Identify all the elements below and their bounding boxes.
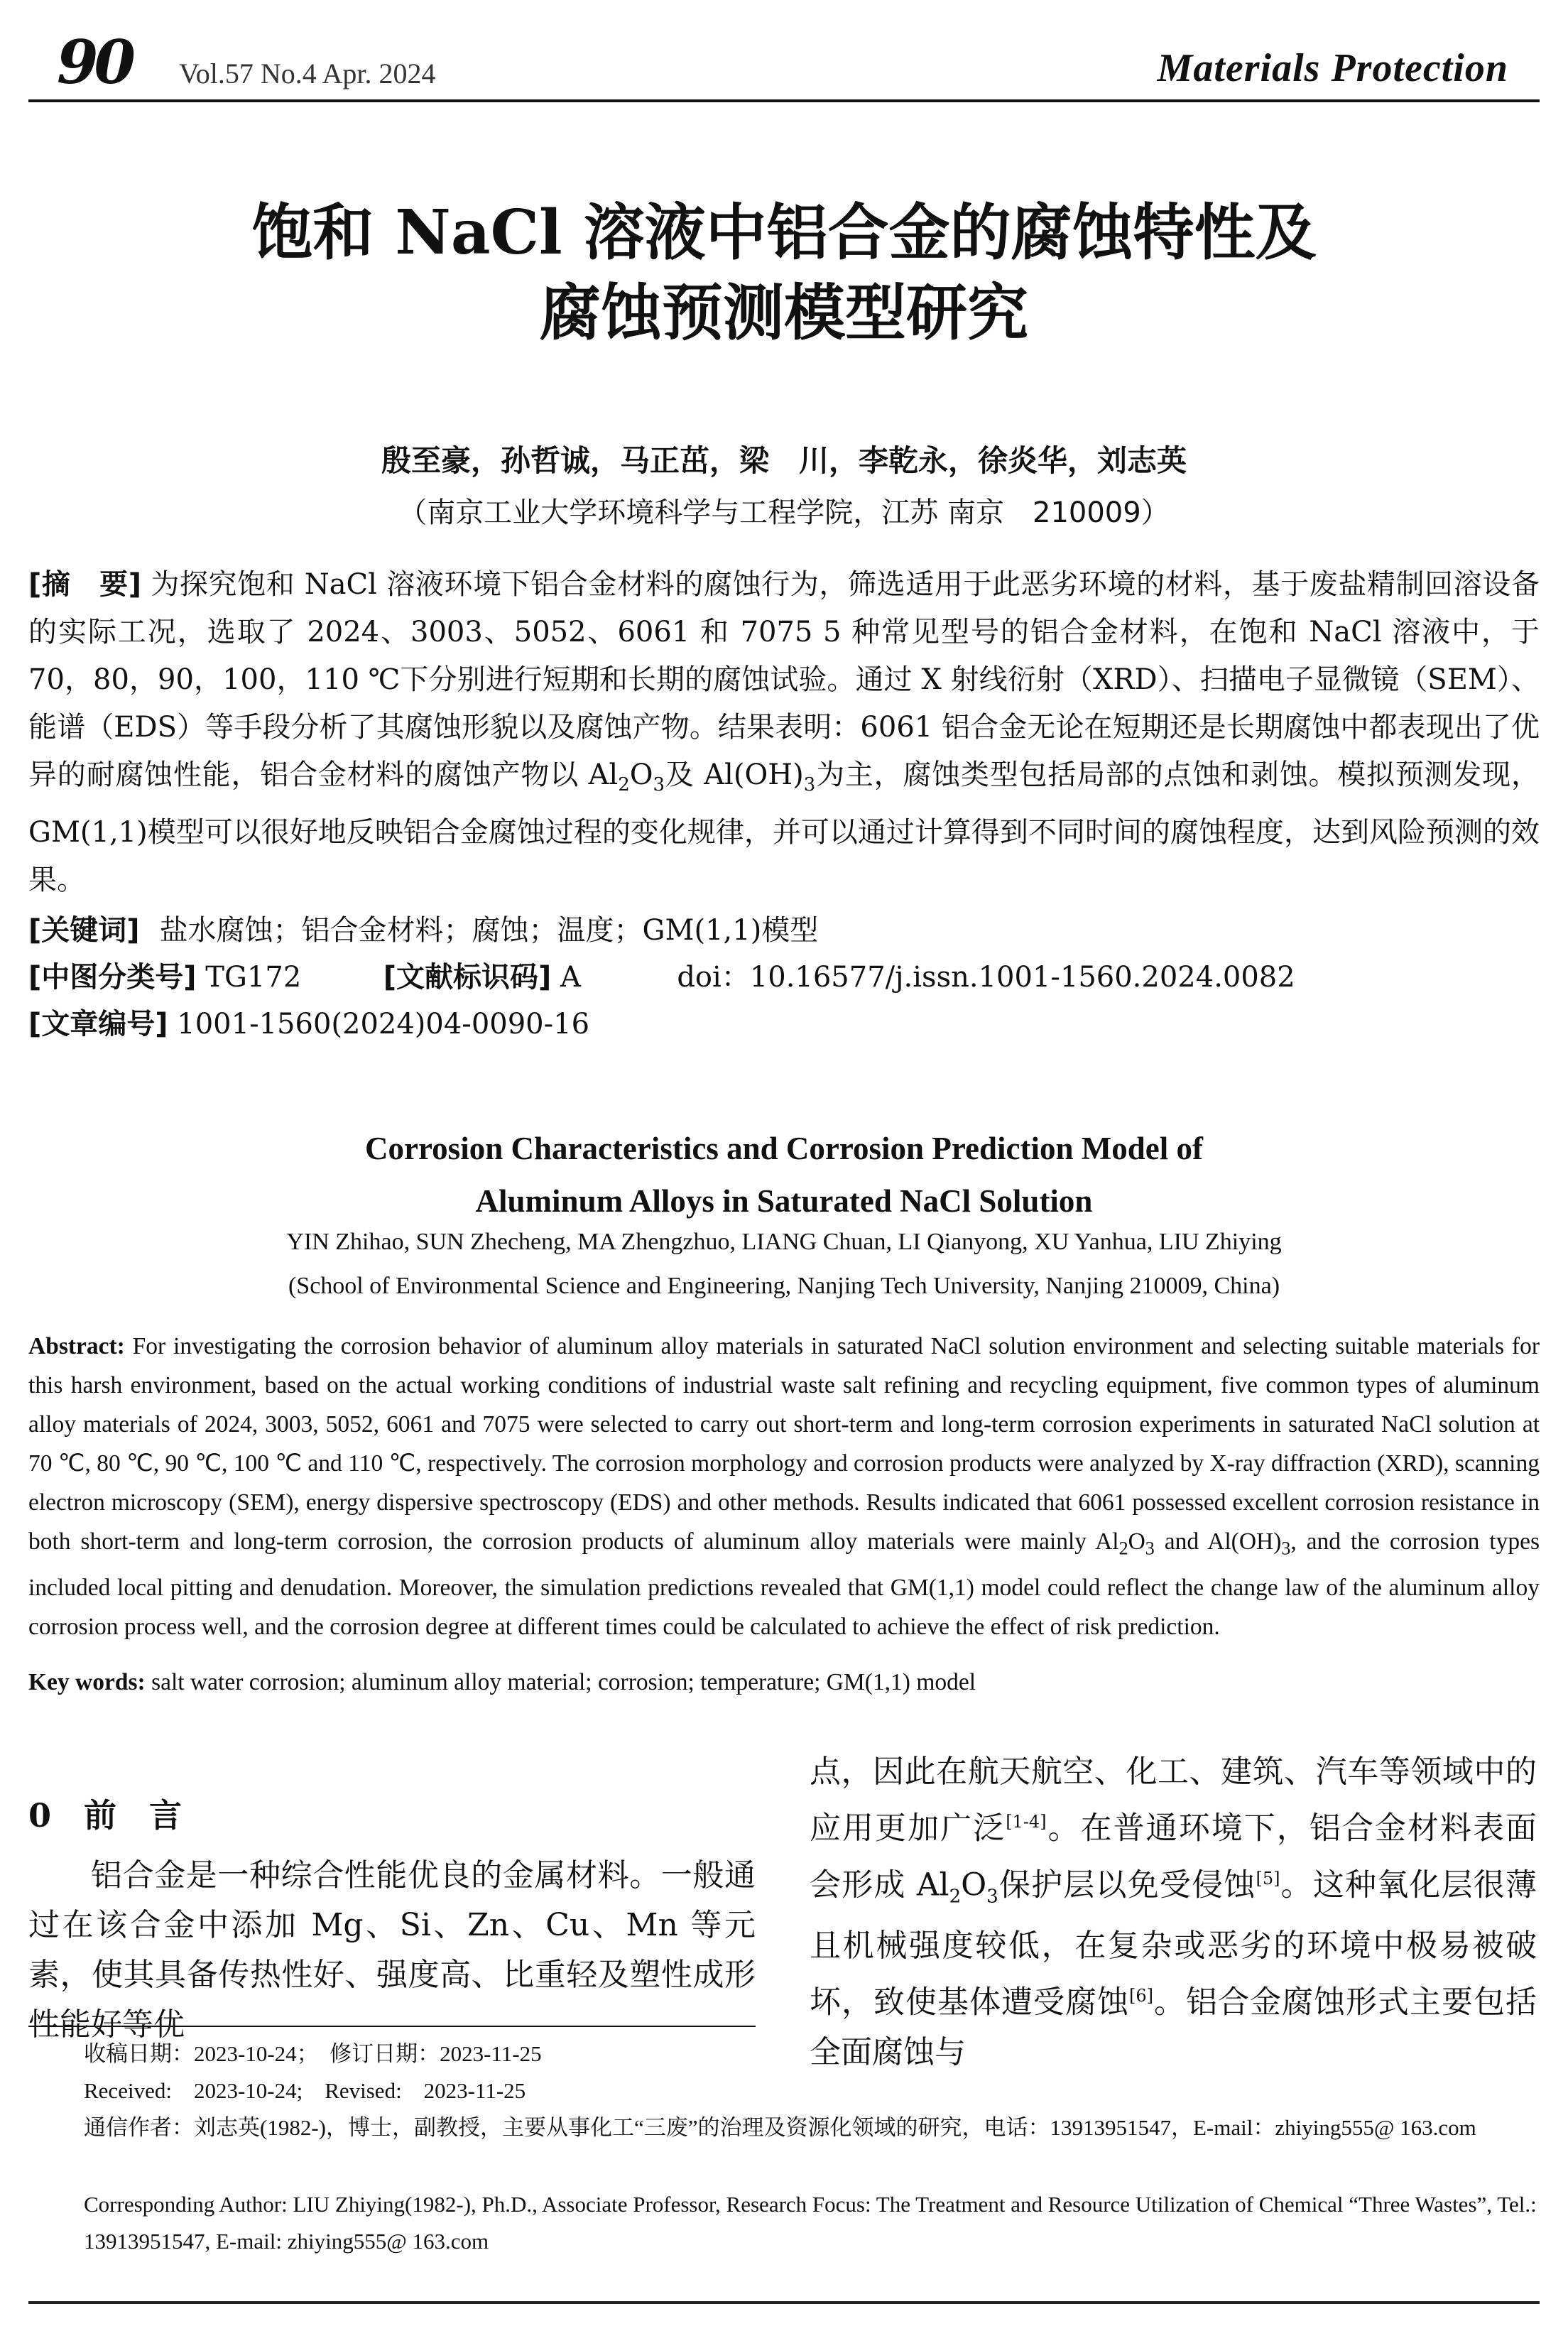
- citation: [6]: [1129, 1986, 1153, 2006]
- authors-en: YIN Zhihao, SUN Zhecheng, MA Zhengzhuo, LIANG Chuan, LI Qianyong, XU Yanhua, LIU Zhiying: [286, 1229, 1282, 1255]
- keywords-cn-text: 盐水腐蚀；铝合金材料；腐蚀；温度；GM(1,1)模型: [159, 914, 819, 947]
- abstract-cn-label: [摘 要]: [28, 568, 141, 601]
- doi: doi：10.16577/j.issn.1001-1560.2024.0082: [677, 961, 1295, 994]
- article-number-line: [28, 1003, 1540, 1045]
- received-date-en: Received: 2023-10-24; Revised: 2023-11-25: [84, 2078, 526, 2103]
- keywords-en-label: Key words:: [28, 1669, 146, 1695]
- journal-issue-info: Vol.57 No.4 Apr. 2024: [179, 58, 436, 89]
- title-en-line-2: Aluminum Alloys in Saturated NaCl Solution: [475, 1183, 1093, 1219]
- header-rule: [28, 99, 1540, 102]
- title-cn: [71, 196, 1497, 357]
- doc-code-value: A: [560, 961, 581, 994]
- corresponding-author-cn: 通信作者：刘志英(1982-)，博士，副教授，主要从事化工“三废”的治理及资源化领域的研究，电话：13913951547，E-mail：zhiying555@ 163.com: [84, 2115, 1476, 2140]
- bottom-rule: [28, 2301, 1540, 2304]
- doc-code-label: [文献标识码]: [383, 961, 552, 994]
- title-en-line-1: Corrosion Characteristics and Corrosion Prediction Model of: [365, 1131, 1203, 1166]
- citation: [1-4]: [1006, 1812, 1047, 1832]
- clc-value: TG172: [205, 961, 302, 994]
- article-number-value: 1001-1560(2024)04-0090-16: [177, 1008, 590, 1040]
- abstract-en: [28, 1327, 1540, 1646]
- keywords-cn-label: [关键词]: [28, 914, 140, 947]
- corresponding-author-en: Corresponding Author: LIU Zhiying(1982-), Ph.D., Associate Professor, Research Focus: The Treatment and Resource Utilization of Chemical “Three Wastes”, Tel.: 13913951547, E-mail: zhiying555@ 163.com: [84, 2192, 1537, 2254]
- section-heading-introduction: 0 前 言: [28, 1796, 183, 1835]
- keywords-en-text: salt water corrosion; aluminum alloy material; corrosion; temperature; GM(1,1) model: [145, 1669, 976, 1695]
- clc-label: [中图分类号]: [28, 961, 197, 994]
- affiliation-cn: （南京工业大学环境科学与工程学院，江苏 南京 210009）: [398, 496, 1170, 529]
- title-en: [71, 1122, 1497, 1227]
- keywords-cn: [28, 909, 1540, 952]
- keywords-en: [28, 1669, 1540, 1696]
- abstract-cn-text: 为探究饱和 NaCl 溶液环境下铝合金材料的腐蚀行为，筛选适用于此恶劣环境的材料，基于废盐精制回溶设备的实际工况，选取了 2024、3003、5052、6061 和 7075 5 种常见型号的铝合金材料，在饱和 NaCl 溶液中，于 70，80，90，100，110 ℃下分别进行短期和长期的腐蚀试验。通过 X 射线衍射（XRD）、扫描电子显微镜（SEM）、能谱（EDS）等手段分析了其腐蚀形貌以及腐蚀产物。结果表明：6061 铝合金无论在短期还是长期腐蚀中都表现出了优异的耐腐蚀性能，铝合金材料的腐蚀产物以 $Al_2O_3$及 $Al(OH)_3$为主，腐蚀类型包括局部的点蚀和剥蚀。模拟预测发现，GM(1,1)模型可以很好地反映铝合金腐蚀过程的变化规律，并可以通过计算得到不同时间的腐蚀程度，达到风险预测的效果。: [28, 568, 1540, 896]
- journal-name: Materials Protection: [1157, 46, 1508, 90]
- title-cn-line-2: 腐蚀预测模型研究: [540, 277, 1028, 349]
- affiliation-en: (School of Environmental Science and Engineering, Nanjing Tech University, Nanjing 210009, China): [288, 1273, 1280, 1299]
- body-right-column: 点，因此在航天航空、化工、建筑、汽车等领域中的应用更加广泛[1-4]。在普通环境下，铝合金材料表面会形成 $Al_2O_3$保护层以免受侵蚀[5]。这种氧化层很薄且机械强度较低，在复杂或恶劣的环境中极易被破坏，致使基体遭受腐蚀[6]。铝合金腐蚀形式主要包括全面腐蚀与: [810, 1754, 1537, 2070]
- abstract-en-text: For investigating the corrosion behavior of aluminum alloy materials in saturated NaCl solution environment and selecting suitable materials for this harsh environment, based on the actual working conditions of industrial waste salt refining and recycling equipment, five common types of aluminum alloy materials of 2024, 3003, 5052, 6061 and 7075 were selected to carry out short-term and long-term corrosion experiments in saturated NaCl solution at 70 ℃, 80 ℃, 90 ℃, 100 ℃ and 110 ℃, respectively. The corrosion morphology and corrosion products were analyzed by X-ray diffraction (XRD), scanning electron microscopy (SEM), energy dispersive spectroscopy (EDS) and other methods. Results indicated that 6061 possessed excellent corrosion resistance in both short-term and long-term corrosion, the corrosion products of aluminum alloy materials were mainly $Al_2O_3$ and $Al(OH)_3$, and the corrosion types included local pitting and denudation. Moreover, the simulation predictions revealed that GM(1,1) model could reflect the change law of the aluminum alloy corrosion process well, and the corrosion degree at different times could be calculated to achieve the effect of risk prediction.: [28, 1333, 1540, 1640]
- page-number: 90: [57, 27, 131, 97]
- abstract-en-label: Abstract:: [28, 1333, 125, 1359]
- abstract-cn: [28, 561, 1540, 904]
- body-left-column: 铝合金是一种综合性能优良的金属材料。一般通过在该合金中添加 Mg、Si、Zn、Cu、Mn 等元素，使其具备传热性好、强度高、比重轻及塑性成形性能好等优: [28, 1857, 756, 2043]
- received-date-cn: 收稿日期：2023-10-24； 修订日期：2023-11-25: [84, 2041, 542, 2066]
- title-cn-line-1: 饱和 NaCl 溶液中铝合金的腐蚀特性及: [251, 197, 1317, 268]
- article-number-label: [文章编号]: [28, 1008, 168, 1040]
- citation: [5]: [1256, 1868, 1280, 1889]
- classification-line: [28, 956, 1540, 999]
- authors-cn: 殷至豪，孙哲诚，马正茁，梁 川，李乾永，徐炎华，刘志英: [381, 443, 1187, 478]
- footnote-rule: [28, 2026, 756, 2027]
